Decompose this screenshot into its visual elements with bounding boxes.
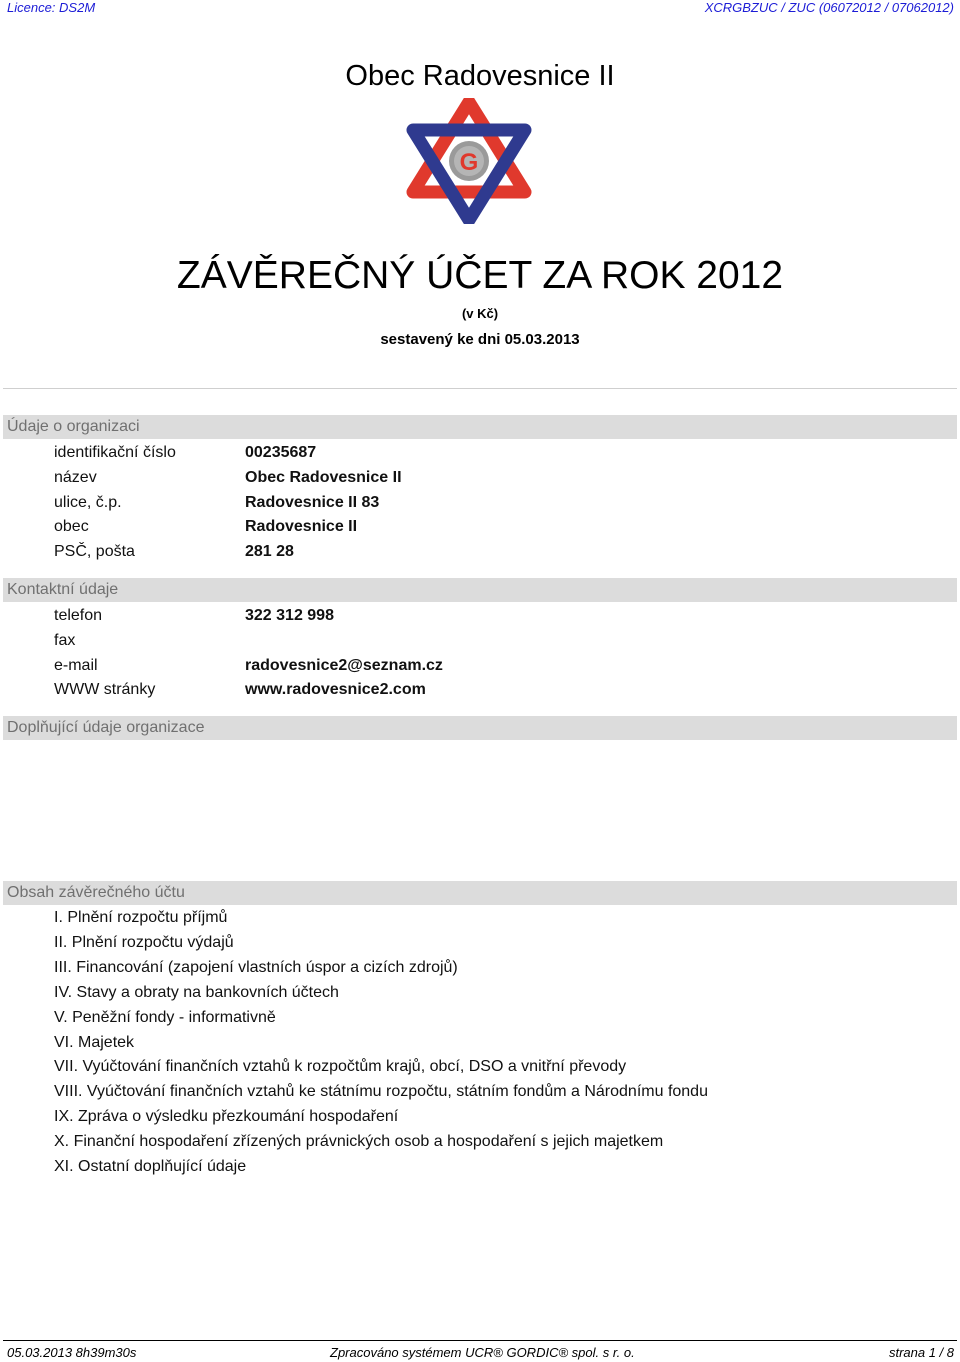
contents-item: I. Plnění rozpočtu příjmů (54, 909, 228, 926)
contents-item: VI. Majetek (54, 1034, 135, 1051)
section-header-organization: Údaje o organizaci (3, 415, 957, 439)
section-header-contact: Kontaktní údaje (3, 578, 957, 602)
logo-letter: G (459, 149, 479, 176)
org-value-postcode: 281 28 (245, 543, 294, 560)
currency-unit: (v Kč) (461, 306, 499, 321)
contents-item: V. Peněžní fondy - informativně (54, 1009, 276, 1026)
org-label-id: identifikační číslo (54, 444, 176, 461)
contents-item: IX. Zpráva o výsledku přezkoumání hospodaření (54, 1108, 399, 1125)
contact-value-email: radovesnice2@seznam.cz (245, 657, 443, 674)
section-header-extra: Doplňující údaje organizace (3, 716, 957, 740)
contact-label-phone: telefon (54, 607, 103, 624)
org-value-town: Radovesnice II (245, 518, 358, 535)
contents-item: X. Finanční hospodaření zřízených právnických osob a hospodaření s jejich majetkem (54, 1133, 664, 1150)
contents-item: II. Plnění rozpočtu výdajů (54, 934, 234, 951)
contact-label-web: WWW stránky (54, 681, 156, 698)
org-label-street: ulice, č.p. (54, 494, 122, 511)
contents-item: XI. Ostatní doplňující údaje (54, 1158, 247, 1175)
separator-line (3, 388, 957, 389)
footer-system: Zpracováno systémem UCR® GORDIC® spol. s r. o. (330, 1345, 635, 1360)
section-header-contents: Obsah závěrečného účtu (3, 881, 957, 905)
contact-value-web: www.radovesnice2.com (245, 681, 426, 698)
municipality-name: Obec Radovesnice II (345, 60, 615, 92)
org-label-postcode: PSČ, pošta (54, 543, 135, 560)
contents-item: III. Financování (zapojení vlastních úspor a cizích zdrojů) (54, 959, 458, 976)
contents-item: VII. Vyúčtování finančních vztahů k rozpočtům krajů, obcí, DSO a vnitřní převody (54, 1058, 627, 1075)
compiled-date: sestavený ke dni 05.03.2013 (380, 331, 580, 348)
contact-label-fax: fax (54, 632, 76, 649)
org-value-name: Obec Radovesnice II (245, 469, 402, 486)
footer-separator (3, 1340, 957, 1341)
contents-item: VIII. Vyúčtování finančních vztahů ke státnímu rozpočtu, státním fondům a Národnímu fondu (54, 1083, 708, 1100)
org-value-id: 00235687 (245, 444, 317, 461)
footer-page-number: strana 1 / 8 (888, 1345, 954, 1360)
org-label-name: název (54, 469, 97, 486)
contact-label-email: e-mail (54, 657, 98, 674)
contact-value-phone: 322 312 998 (245, 607, 334, 624)
document-code: XCRGBZUC / ZUC (06072012 / 07062012) (704, 0, 954, 15)
licence-label: Licence: DS2M (7, 0, 96, 15)
gordic-star-logo (403, 98, 535, 224)
org-value-street: Radovesnice II 83 (245, 494, 380, 511)
footer-timestamp: 05.03.2013 8h39m30s (7, 1345, 137, 1360)
document-title: ZÁVĚREČNÝ ÚČET ZA ROK 2012 (176, 254, 784, 297)
contents-item: IV. Stavy a obraty na bankovních účtech (54, 984, 339, 1001)
org-label-town: obec (54, 518, 89, 535)
